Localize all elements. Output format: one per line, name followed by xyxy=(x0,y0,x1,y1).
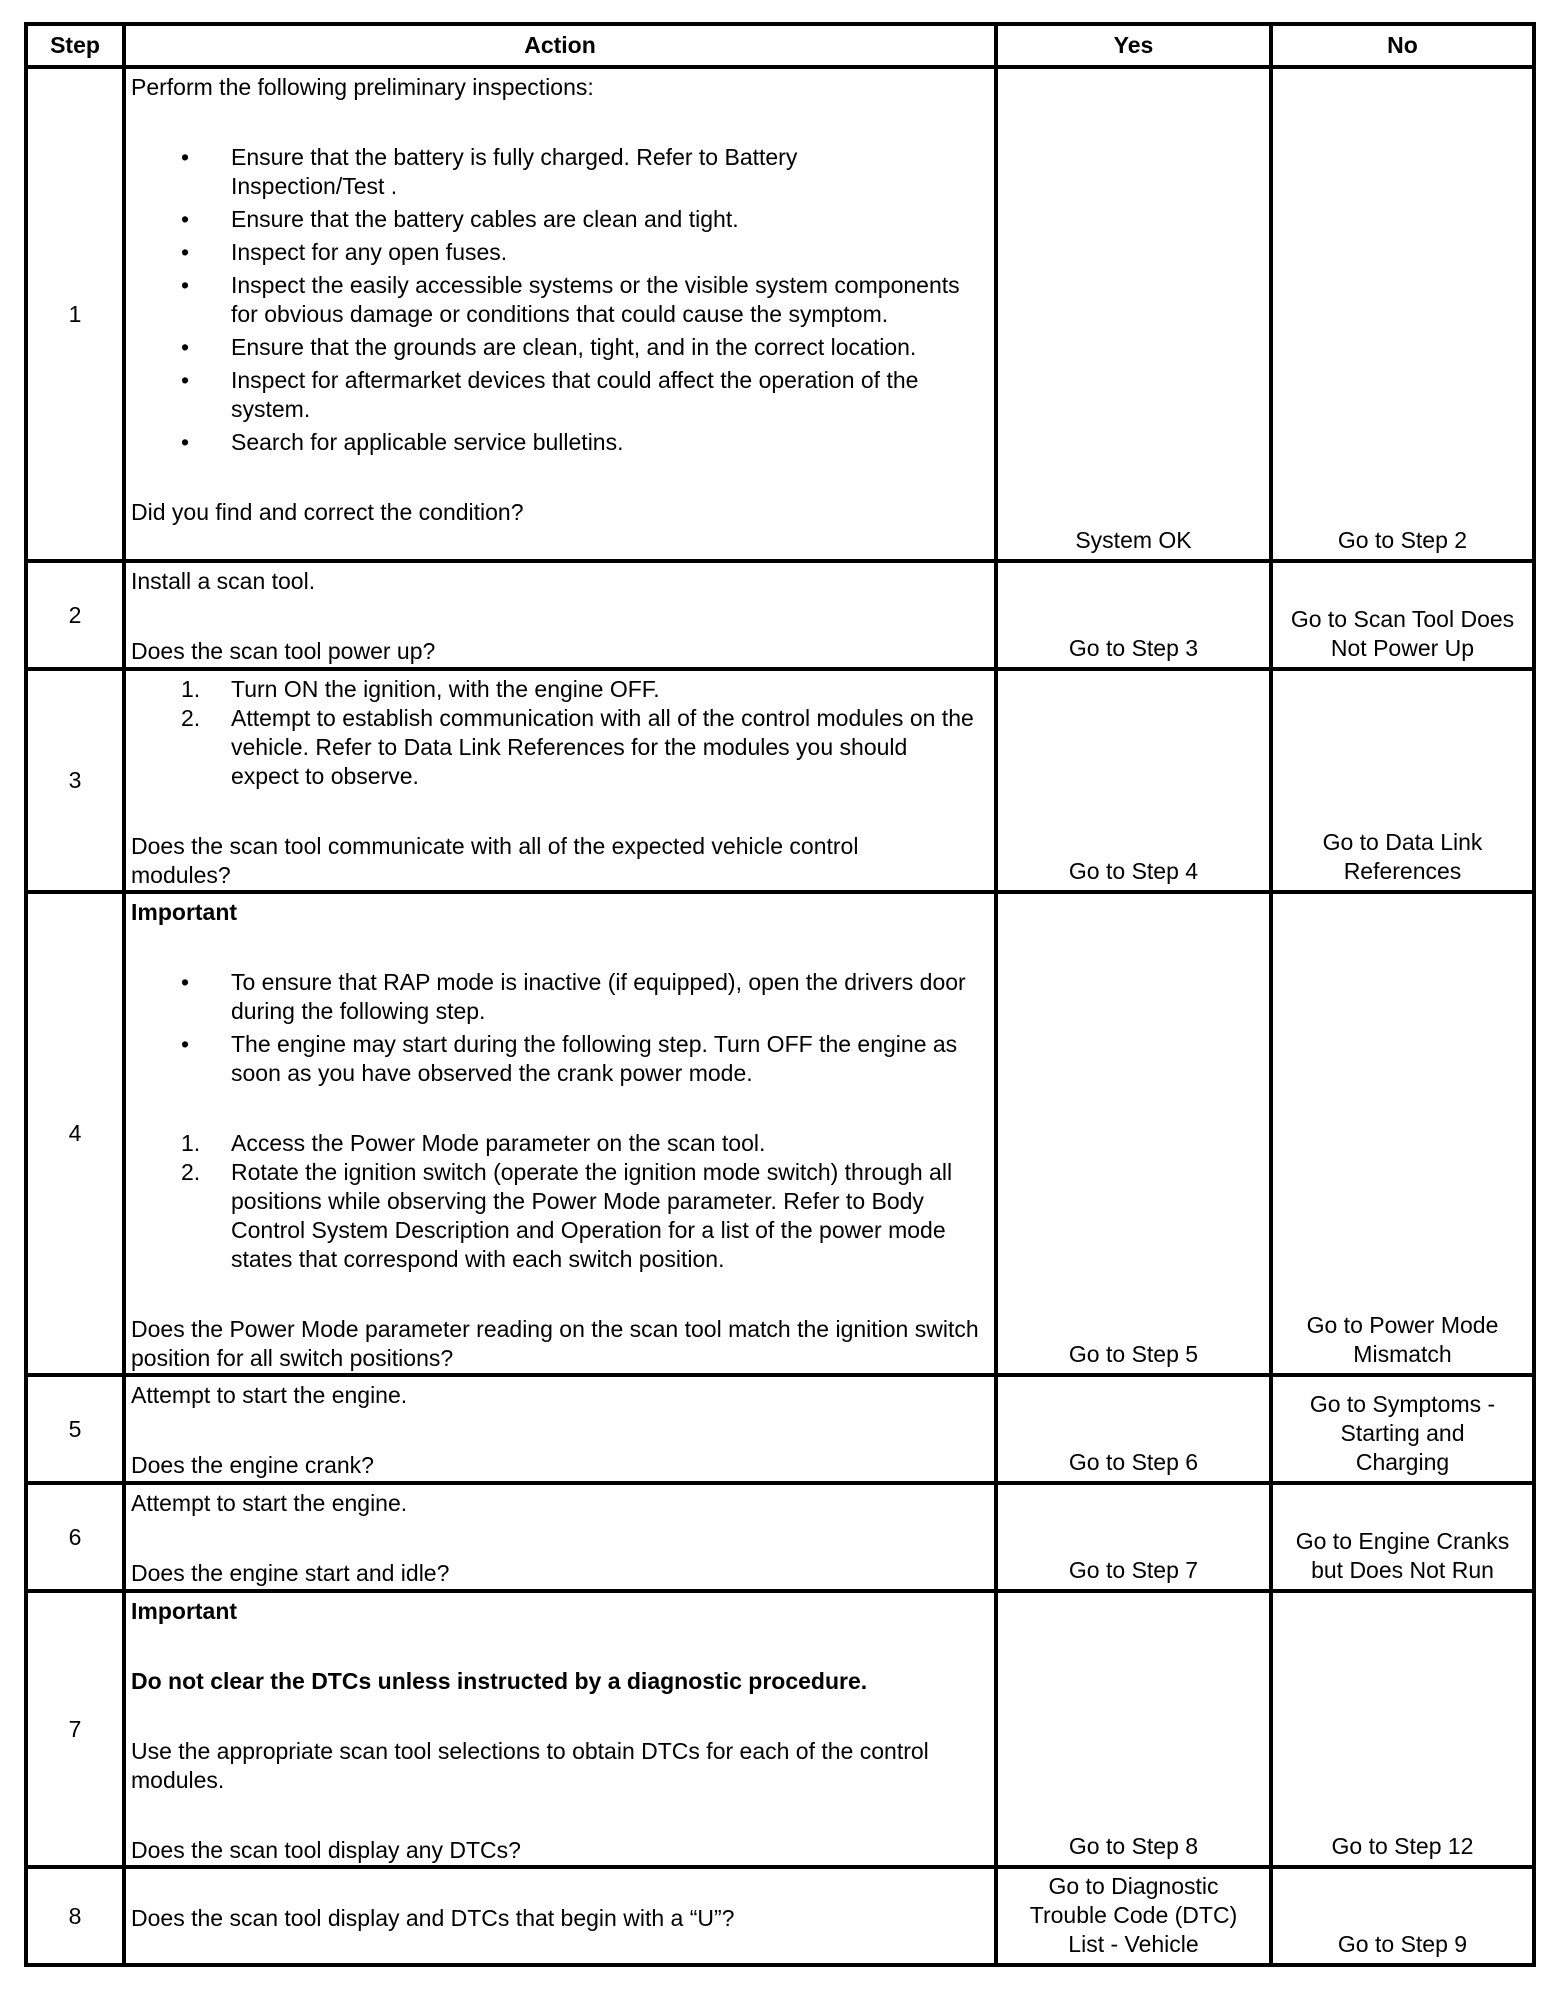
list-item: • Ensure that the battery cables are clean and tight. xyxy=(131,205,988,234)
yes-cell: System OK xyxy=(996,67,1271,561)
table-row xyxy=(26,1591,1534,1867)
step-number: 2 xyxy=(26,561,124,669)
important-label: Important xyxy=(131,899,238,925)
action-instruction: Use the appropriate scan tool selections to obtain DTCs for each of the control modules. xyxy=(131,1738,929,1793)
item-text: Attempt to establish communication with all of the control modules on the vehicle. Refer to Data Link References for the modules you should expect to observe. xyxy=(231,705,974,789)
item-number: 1. xyxy=(181,1130,201,1156)
action-question: Did you find and correct the condition? xyxy=(131,499,524,525)
list-item: • Ensure that the battery is fully charged. Refer to Battery Inspection/Test . xyxy=(131,143,988,201)
table-row xyxy=(26,1375,1534,1483)
action-intro: Perform the following preliminary inspections: xyxy=(131,74,594,100)
yes-cell: Go to Step 7 xyxy=(996,1483,1271,1591)
table-row xyxy=(26,669,1534,892)
yes-cell: Go to Step 6 xyxy=(996,1375,1271,1483)
list-item: • Ensure that the grounds are clean, tight, and in the correct location. xyxy=(131,333,988,362)
list-item: • Search for applicable service bulletins. xyxy=(131,428,988,457)
action-question: Does the scan tool communicate with all of the expected vehicle control modules? xyxy=(131,833,859,888)
list-item: • Inspect for any open fuses. xyxy=(131,238,988,267)
yes-cell: Go to Step 3 xyxy=(996,561,1271,669)
action-cell xyxy=(124,669,996,892)
list-item: • Inspect the easily accessible systems or the visible system components for obvious damage or conditions that could cause the symptom. xyxy=(131,271,988,329)
list-item: • Inspect for aftermarket devices that could affect the operation of the system. xyxy=(131,366,988,424)
table-row xyxy=(26,67,1534,561)
yes-cell: Go to Diagnostic Trouble Code (DTC) List - Vehicle xyxy=(996,1867,1271,1965)
action-question: Does the engine crank? xyxy=(131,1452,374,1478)
item-text: Access the Power Mode parameter on the scan tool. xyxy=(231,1130,766,1156)
no-cell: Go to Scan Tool Does Not Power Up xyxy=(1271,561,1534,669)
action-cell xyxy=(124,1483,996,1591)
no-cell: Go to Step 12 xyxy=(1271,1591,1534,1867)
item-number: 1. xyxy=(181,676,201,702)
action-cell xyxy=(124,892,996,1375)
important-label: Important xyxy=(131,1598,238,1624)
action-question: Does the scan tool display any DTCs? xyxy=(131,1837,521,1863)
action-cell xyxy=(124,67,996,561)
table-row xyxy=(26,892,1534,1375)
action-cell xyxy=(124,1867,996,1965)
step-number: 5 xyxy=(26,1375,124,1483)
action-question: Does the scan tool display and DTCs that begin with a “U”? xyxy=(131,1904,735,1931)
table-row xyxy=(26,561,1534,669)
yes-cell: Go to Step 4 xyxy=(996,669,1271,892)
table-row xyxy=(26,1483,1534,1591)
no-cell: Go to Step 2 xyxy=(1271,67,1534,561)
list-item xyxy=(131,675,988,704)
action-intro: Attempt to start the engine. xyxy=(131,1490,408,1516)
action-cell xyxy=(124,1375,996,1483)
numbered-list xyxy=(131,675,988,791)
yes-cell: Go to Step 5 xyxy=(996,892,1271,1375)
action-cell xyxy=(124,1591,996,1867)
header-step: Step xyxy=(26,24,124,67)
no-cell: Go to Symptoms - Starting and Charging xyxy=(1271,1375,1534,1483)
diagnostic-table xyxy=(24,22,1536,1967)
action-cell xyxy=(124,561,996,669)
action-question: Does the Power Mode parameter reading on the scan tool match the ignition switch position for all switch positions? xyxy=(131,1316,979,1371)
bullet-list xyxy=(131,143,988,457)
bullet-list xyxy=(131,968,988,1088)
step-number: 6 xyxy=(26,1483,124,1591)
list-item xyxy=(131,1129,988,1158)
item-text: Turn ON the ignition, with the engine OFF. xyxy=(231,676,660,702)
warning-text: Do not clear the DTCs unless instructed by a diagnostic procedure. xyxy=(131,1668,868,1694)
item-number: 2. xyxy=(181,1159,201,1185)
numbered-list xyxy=(131,1129,988,1274)
no-cell: Go to Step 9 xyxy=(1271,1867,1534,1965)
no-cell: Go to Engine Cranks but Does Not Run xyxy=(1271,1483,1534,1591)
list-item xyxy=(131,704,988,791)
item-text: Rotate the ignition switch (operate the ignition mode switch) through all positions while observing the Power Mode parameter. Refer to Body Control System Description and Operation for a list of the power mode states that correspond with each switch position. xyxy=(231,1159,953,1272)
table-row xyxy=(26,1867,1534,1965)
action-intro: Attempt to start the engine. xyxy=(131,1382,408,1408)
action-question: Does the scan tool power up? xyxy=(131,638,436,664)
header-action: Action xyxy=(124,24,996,67)
step-number: 3 xyxy=(26,669,124,892)
list-item: • The engine may start during the following step. Turn OFF the engine as soon as you have observed the crank power mode. xyxy=(131,1030,988,1088)
yes-cell: Go to Step 8 xyxy=(996,1591,1271,1867)
no-cell: Go to Data Link References xyxy=(1271,669,1534,892)
step-number: 4 xyxy=(26,892,124,1375)
header-row xyxy=(26,24,1534,67)
list-item: • To ensure that RAP mode is inactive (if equipped), open the drivers door during the following step. xyxy=(131,968,988,1026)
header-no: No xyxy=(1271,24,1534,67)
action-intro: Install a scan tool. xyxy=(131,568,316,594)
step-number: 7 xyxy=(26,1591,124,1867)
no-cell: Go to Power Mode Mismatch xyxy=(1271,892,1534,1375)
step-number: 8 xyxy=(26,1867,124,1965)
step-number: 1 xyxy=(26,67,124,561)
list-item xyxy=(131,1158,988,1274)
header-yes: Yes xyxy=(996,24,1271,67)
action-question: Does the engine start and idle? xyxy=(131,1560,450,1586)
item-number: 2. xyxy=(181,705,201,731)
